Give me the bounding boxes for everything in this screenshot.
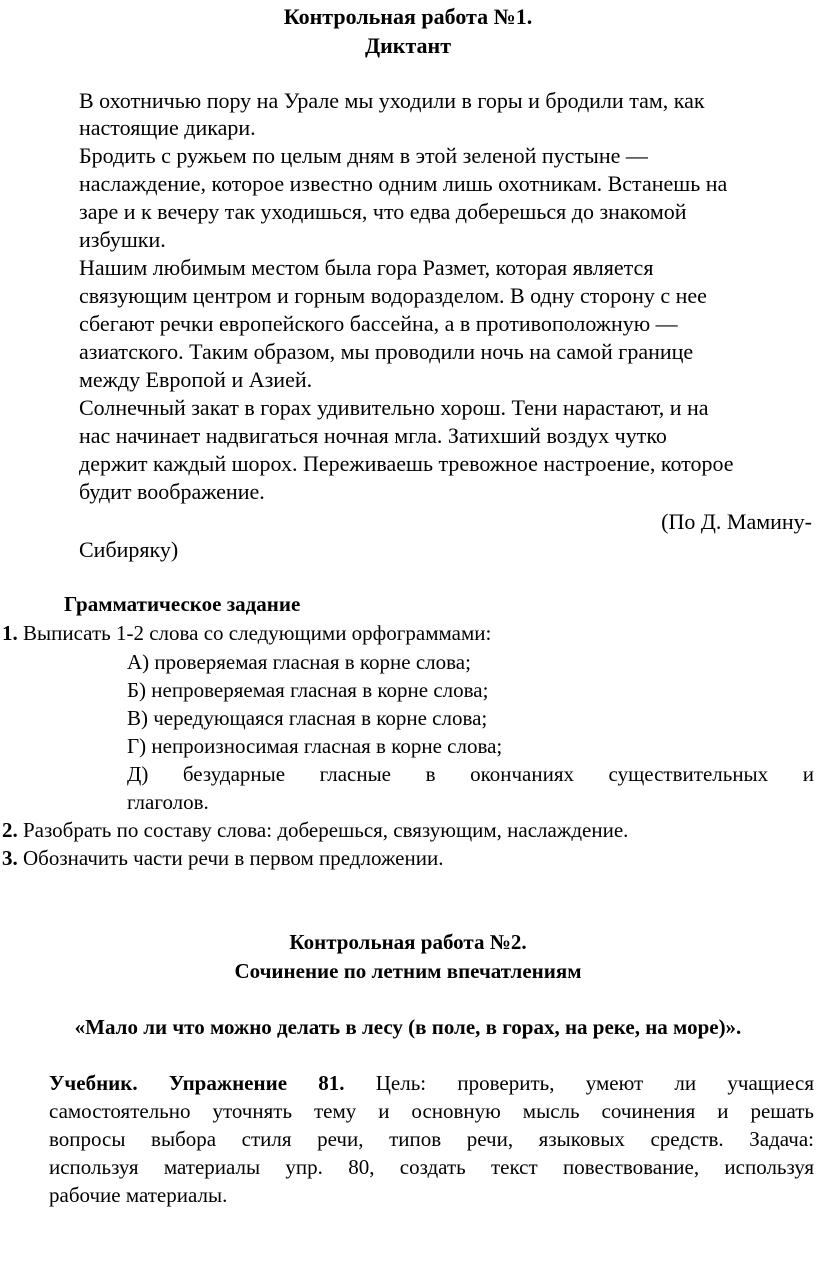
exercise-line: вопросы выбора стиля речи, типов речи, языковых средств. Задача:	[49, 1127, 814, 1151]
task-1	[2, 623, 491, 644]
text-line: нас начинает надвигаться ночная мгла. Затихший воздух чутко	[79, 423, 667, 448]
task-number: 2.	[2, 818, 18, 842]
text-line: Бродить с ружьем по целым дням в этой зеленой пустыне —	[79, 143, 648, 168]
text-line: будит воображение.	[79, 479, 265, 504]
task-number: 1.	[2, 621, 18, 645]
attribution-continued: Сибиряку)	[79, 537, 179, 562]
text-line: держит каждый шорох. Переживаешь тревожное настроение, которое	[79, 451, 734, 476]
work1-subtitle: Диктант	[364, 33, 452, 58]
exercise-label: Учебник. Упражнение 81.	[49, 1071, 345, 1095]
task-number: 3.	[2, 846, 18, 870]
text-line: наслаждение, которое известно одним лишь охотникам. Встанешь на	[79, 171, 728, 196]
text-line: Нашим любимым местом была гора Размет, которая является	[79, 255, 654, 280]
attribution: (По Д. Мамину-	[661, 509, 812, 534]
orthogram-item: А) проверяемая гласная в корне слова;	[127, 650, 471, 674]
task-text: Обозначить части речи в первом предложении.	[23, 846, 444, 870]
work1-title: Контрольная работа №1.	[283, 4, 533, 29]
exercise-line: рабочие материалы.	[49, 1183, 228, 1207]
text-line: заре и к вечеру так уходишься, что едва доберешься до знакомой	[79, 199, 687, 224]
exercise-line	[49, 1073, 814, 1094]
task-text: Разобрать по составу слова: доберешься, связующим, наслаждение.	[17, 818, 629, 842]
exercise-text: Цель: проверить, умеют ли учащиеся	[344, 1071, 814, 1095]
grammar-heading: Грамматическое задание	[64, 592, 301, 616]
text-line: между Европой и Азией.	[79, 367, 313, 392]
exercise-line: используя материалы упр. 80, создать текст повествование, используя	[49, 1155, 814, 1179]
task-3	[2, 848, 443, 869]
text-line: сбегают речки европейского бассейна, а в противоположную —	[79, 311, 678, 336]
task-2	[2, 820, 628, 841]
task-text: Выписать 1-2 слова со следующими орфограммами:	[23, 621, 492, 645]
work2-title: Контрольная работа №2.	[289, 930, 527, 954]
orthogram-item: Б) непроверяемая гласная в корне слова;	[127, 678, 489, 702]
orthogram-item-continued: глаголов.	[127, 790, 209, 814]
text-line: азиатского. Таким образом, мы проводили ночь на самой границе	[79, 339, 694, 364]
orthogram-item: Д) безударные гласные в окончаниях существительных и	[127, 762, 814, 786]
text-line: избушки.	[79, 227, 166, 252]
text-line: Солнечный закат в горах удивительно хорош. Тени нарастают, и на	[79, 395, 709, 420]
text-line: настоящие дикари.	[79, 115, 256, 140]
orthogram-item: Г) непроизносимая гласная в корне слова;	[127, 734, 503, 758]
essay-topic: «Мало ли что можно делать в лесу (в поле, в горах, на реке, на море)».	[74, 1015, 742, 1039]
orthogram-item: В) чередующаяся гласная в корне слова;	[127, 706, 488, 730]
text-line: связующим центром и горным водоразделом. В одну сторону с нее	[79, 283, 707, 308]
work2-subtitle: Сочинение по летним впечатлениям	[234, 959, 582, 983]
text-line: В охотничью пору на Урале мы уходили в горы и бродили там, как	[79, 88, 705, 113]
exercise-line: самостоятельно уточнять тему и основную мысль сочинения и решать	[49, 1099, 814, 1123]
